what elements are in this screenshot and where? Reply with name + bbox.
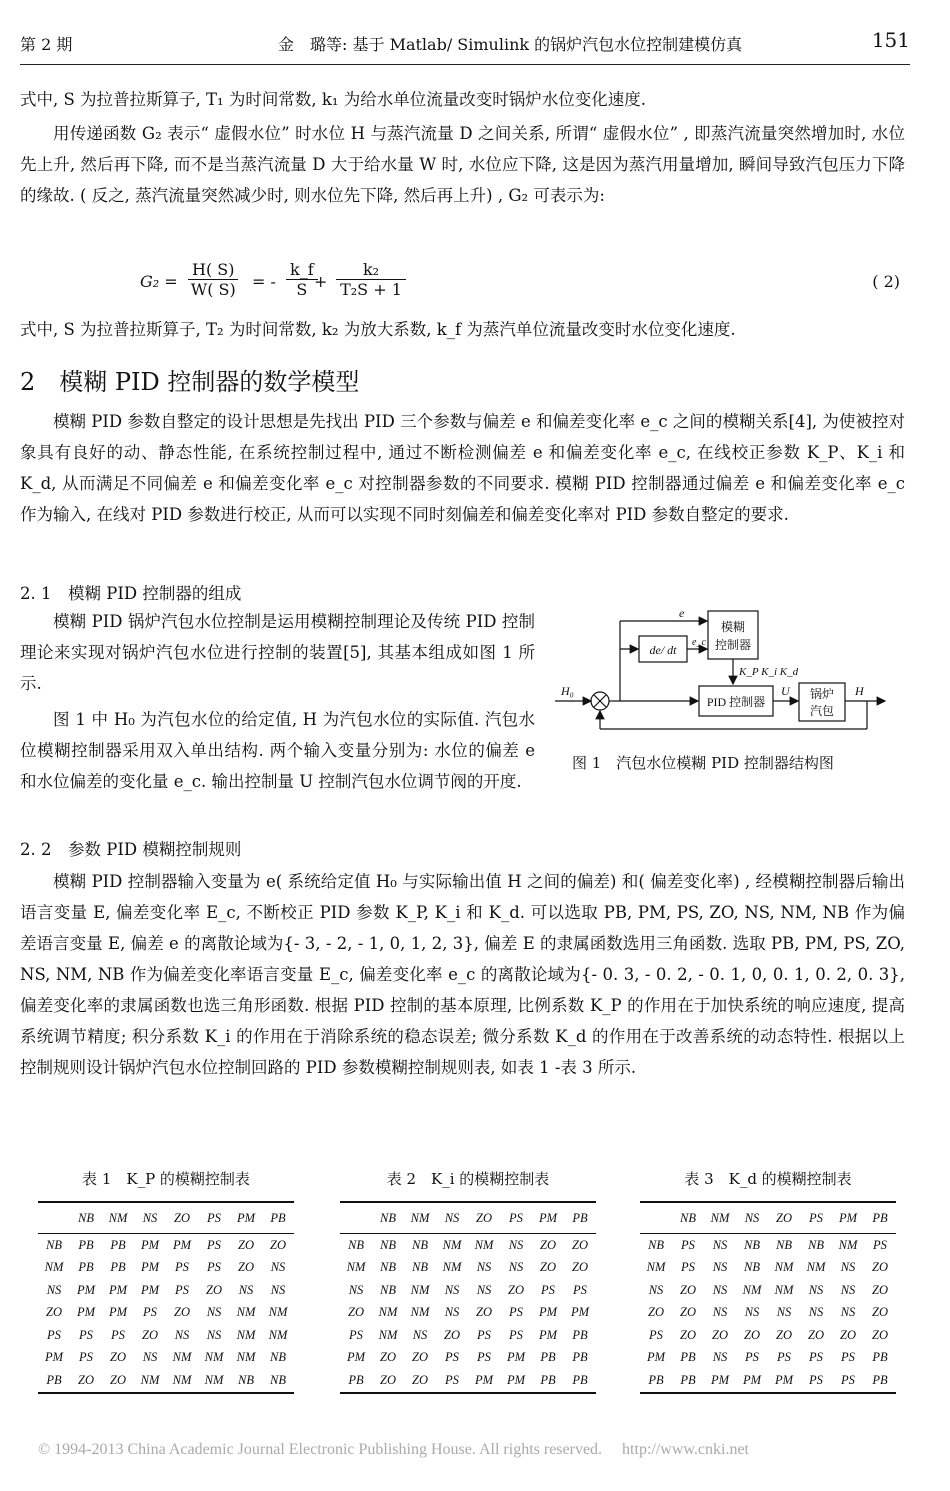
table-cell: NB [380, 1237, 396, 1252]
table-header-cell [38, 1202, 70, 1234]
table-cell: NS [206, 1305, 222, 1320]
table-cell: PS [873, 1237, 887, 1252]
table-row [340, 1347, 596, 1370]
table-row-label: NB [46, 1237, 62, 1252]
table-cell: NB [744, 1260, 760, 1275]
table-row-label: NM [346, 1260, 366, 1275]
table-header-cell: PS [207, 1210, 221, 1225]
table-cell: ZO [712, 1327, 728, 1342]
table-cell: PM [710, 1372, 730, 1387]
table-cell: NS [270, 1260, 286, 1275]
table-cell: PM [140, 1237, 160, 1252]
table-cell: PB [872, 1350, 888, 1365]
table-row-label: NB [648, 1237, 664, 1252]
table-cell: PS [445, 1372, 459, 1387]
table-cell: PB [540, 1350, 556, 1365]
table-cell: ZO [572, 1260, 588, 1275]
label-e: e [679, 606, 685, 620]
table-row [340, 1257, 596, 1280]
table-cell: NM [774, 1282, 794, 1297]
table-row-label: PB [648, 1372, 664, 1387]
table-cell: PM [76, 1282, 96, 1297]
table-header-cell: NM [410, 1210, 430, 1225]
table-cell: NS [444, 1305, 460, 1320]
table-row-label: ZO [46, 1305, 62, 1320]
table-2-caption: 表 2 K_i 的模糊控制表 [386, 1170, 550, 1188]
table-cell: ZO [110, 1350, 126, 1365]
label-dedt: de/ dt [649, 643, 677, 657]
table-cell: NS [206, 1327, 222, 1342]
table-cell: ZO [412, 1372, 428, 1387]
table-cell: PS [809, 1372, 823, 1387]
table-cell: PS [745, 1350, 759, 1365]
equation-2 [140, 258, 900, 306]
table-row [640, 1347, 896, 1370]
table-row-label: NM [646, 1260, 666, 1275]
table-row [38, 1257, 294, 1280]
table-cell: NB [412, 1237, 428, 1252]
table-row [340, 1369, 596, 1393]
table-header-cell: PS [509, 1210, 523, 1225]
label-kpkikd: K_P K_i K_d [739, 666, 799, 678]
table-cell: NB [744, 1237, 760, 1252]
table-cell: PS [477, 1350, 491, 1365]
table-cell: PM [506, 1372, 526, 1387]
table-cell: ZO [680, 1305, 696, 1320]
table-cell: ZO [776, 1327, 792, 1342]
table-cell: NM [236, 1327, 256, 1342]
table-cell: ZO [680, 1282, 696, 1297]
table-cell: NB [412, 1260, 428, 1275]
table-row [640, 1369, 896, 1393]
table-cell: PM [538, 1305, 558, 1320]
issue-number: 第 2 期 [20, 35, 73, 54]
table-cell: PM [538, 1327, 558, 1342]
table-cell: NS [712, 1260, 728, 1275]
table-header-cell: PM [538, 1210, 558, 1225]
table-cell: PM [172, 1237, 192, 1252]
table-cell: NS [476, 1282, 492, 1297]
table-row-label: NS [348, 1282, 364, 1297]
table-cell: PS [509, 1327, 523, 1342]
table-row-label: PB [348, 1372, 364, 1387]
table-cell: NS [744, 1305, 760, 1320]
table-cell: ZO [174, 1305, 190, 1320]
table-header-cell: NB [680, 1210, 696, 1225]
table-cell: PB [680, 1350, 696, 1365]
equation-number: ( 2) [872, 272, 900, 291]
table-cell: NM [474, 1237, 494, 1252]
table-row-label: PM [346, 1350, 366, 1365]
table-cell: PS [509, 1305, 523, 1320]
table-cell: NM [204, 1372, 224, 1387]
table-row [38, 1369, 294, 1393]
eq-mid: = - [252, 272, 276, 291]
table-cell: NS [808, 1305, 824, 1320]
table-row [38, 1347, 294, 1370]
table-cell: ZO [508, 1282, 524, 1297]
paragraph-4: 模糊 PID 参数自整定的设计思想是先找出 PID 三个参数与偏差 e 和偏差变化率 e_c 之间的模糊关系[4], 为使被控对象具有良好的动、静态性能, 在系统控制过程中, 通过不断检测偏差 e 和偏差变化率 e_c, 在线校正参数 K_P、K_i 和 K_d, 从而满足不同偏差 e 和偏差变化率 e_c 对控制器参数的不同要求. 模糊 PID 控制器通过偏差 e 和偏差变化率 e_c 作为输入, 在线对 PID 参数进行校正, 从而可以实现不同时刻偏差和偏差变化率对 PID 参数自整定的要求. [20, 412, 905, 524]
table-cell: NB [380, 1282, 396, 1297]
table-row-label: PS [349, 1327, 363, 1342]
table-cell: NS [840, 1282, 856, 1297]
table-cell: NM [236, 1305, 256, 1320]
table-cell: ZO [110, 1372, 126, 1387]
table-cell: PS [79, 1350, 93, 1365]
table-3-caption: 表 3 K_d 的模糊控制表 [684, 1170, 852, 1188]
page-number: 151 [871, 28, 910, 52]
table-cell: NB [380, 1260, 396, 1275]
table-3 [640, 1168, 896, 1394]
table-cell: NB [270, 1372, 286, 1387]
table-cell: ZO [238, 1237, 254, 1252]
table-header-cell: PB [270, 1210, 286, 1225]
label-u: U [781, 684, 790, 698]
table-cell: PB [110, 1260, 126, 1275]
table-header-row [38, 1202, 294, 1234]
table-2 [340, 1168, 596, 1394]
label-boiler-1: 锅炉 [809, 687, 835, 701]
table-header-cell: ZO [776, 1210, 792, 1225]
table-cell: PS [777, 1350, 791, 1365]
table-cell: ZO [444, 1327, 460, 1342]
table-header-cell [640, 1202, 672, 1234]
table-row-label: PS [649, 1327, 663, 1342]
table-1-grid [38, 1201, 294, 1394]
table-row-label: PB [46, 1372, 62, 1387]
subsection-heading-2-2: 2. 2 参数 PID 模糊控制规则 [20, 840, 242, 859]
table-header-cell: NM [710, 1210, 730, 1225]
table-header-cell: NS [444, 1210, 460, 1225]
table-cell: NS [712, 1237, 728, 1252]
table-row-label: PM [44, 1350, 64, 1365]
section-heading-2: 2 模糊 PID 控制器的数学模型 [20, 368, 360, 396]
label-h0: H₀ [561, 684, 574, 698]
eq-num-2: k_f [286, 260, 318, 280]
table-cell: PB [540, 1372, 556, 1387]
table-cell: PB [110, 1237, 126, 1252]
table-row-label: NS [46, 1282, 62, 1297]
table-cell: PM [76, 1305, 96, 1320]
eq-den-1: W( S) [190, 280, 236, 299]
eq-frac-3 [336, 260, 406, 299]
table-header-cell: NS [744, 1210, 760, 1225]
table-cell: NS [808, 1282, 824, 1297]
table-cell: PM [140, 1282, 160, 1297]
label-boiler-2: 汽包 [809, 704, 835, 718]
table-cell: NM [410, 1305, 430, 1320]
running-header [20, 22, 910, 62]
table-cell: PS [445, 1350, 459, 1365]
table-cell: NM [774, 1260, 794, 1275]
eq-frac-1 [188, 260, 238, 299]
paragraph-3: 式中, S 为拉普拉斯算子, T₂ 为时间常数, k₂ 为放大系数, k_f 为蒸汽单位流量改变时水位变化速度. [20, 320, 736, 339]
table-cell: ZO [78, 1372, 94, 1387]
table-cell: NS [776, 1305, 792, 1320]
table-cell: PS [207, 1237, 221, 1252]
table-cell: NM [268, 1305, 288, 1320]
table-cell: ZO [540, 1260, 556, 1275]
table-cell: PS [681, 1237, 695, 1252]
table-cell: ZO [412, 1350, 428, 1365]
table-cell: ZO [872, 1260, 888, 1275]
eq-den-2: S [296, 280, 308, 299]
table-cell: PB [78, 1237, 94, 1252]
table-cell: ZO [840, 1327, 856, 1342]
table-cell: PB [78, 1260, 94, 1275]
table-row-label: NS [648, 1282, 664, 1297]
table-cell: PS [111, 1327, 125, 1342]
table-cell: PS [143, 1305, 157, 1320]
table-cell: NM [442, 1260, 462, 1275]
table-cell: ZO [744, 1327, 760, 1342]
table-cell: NM [140, 1372, 160, 1387]
paragraph-5: 模糊 PID 锅炉汽包水位控制是运用模糊控制理论及传统 PID 控制理论来实现对锅炉汽包水位进行控制的装置[5], 其基本组成如图 1 所示. [20, 612, 535, 693]
table-row-label: PS [47, 1327, 61, 1342]
table-1 [38, 1168, 294, 1394]
table-cell: ZO [142, 1327, 158, 1342]
table-row [38, 1324, 294, 1347]
table-cell: NS [142, 1350, 158, 1365]
label-ec: e_c [692, 637, 706, 648]
table-cell: PS [541, 1282, 555, 1297]
table-1-caption: 表 1 K_P 的模糊控制表 [82, 1170, 250, 1188]
table-cell: ZO [872, 1282, 888, 1297]
paragraph-7: 模糊 PID 控制器输入变量为 e( 系统给定值 H₀ 与实际输出值 H 之间的偏差) 和( 偏差变化率) , 经模糊控制器后输出语言变量 E, 偏差变化率 E_c, 不断校正 PID 参数 K_P, K_i 和 K_d. 可以选取 PB, PM, PS, ZO, NS, NM, NB 作为偏差语言变量 E, 偏差 e 的离散论域为{- 3, - 2, - 1, 0, 1, 2, 3}, 偏差 E 的隶属函数选用三角函数. 选取 PB, PM, PS, ZO, NS, NM, NB 作为偏差变化率语言变量 E_c, 偏差变化率 e_c 的离散论域为{- 0. 3, - 0. 2, - 0. 1, 0, 0. 1, 0. 2, 0. 3}, 偏差变化率的隶属函数也选三角形函数. 根据 PID 控制的基本原理, 比例系数 K_P 的作用在于加快系统的响应速度, 提高系统调节精度; 积分系数 K_i 的作用在于消除系统的稳态误差; 微分系数 K_d 的作用在于改善系统的动态特性. 根据以上控制规则设计锅炉汽包水位控制回路的 PID 参数模糊控制规则表, 如表 1 -表 3 所示. [20, 872, 905, 1077]
running-title: 金 璐等: 基于 Matlab/ Simulink 的锅炉汽包水位控制建模仿真 [278, 35, 743, 54]
table-header-cell: ZO [174, 1210, 190, 1225]
table-cell: NM [204, 1350, 224, 1365]
table-cell: PS [175, 1260, 189, 1275]
table-cell: NS [476, 1260, 492, 1275]
table-cell: PS [841, 1372, 855, 1387]
table-cell: NM [172, 1372, 192, 1387]
table-header-cell: NM [108, 1210, 128, 1225]
table-cell: NS [712, 1350, 728, 1365]
table-row [38, 1234, 294, 1257]
table-cell: NB [808, 1237, 824, 1252]
table-cell: ZO [872, 1305, 888, 1320]
table-cell: ZO [380, 1372, 396, 1387]
table-cell: PM [474, 1372, 494, 1387]
table-3-grid [640, 1201, 896, 1394]
table-row [340, 1302, 596, 1325]
eq-plus: + [314, 272, 328, 291]
subsection-heading-2-1: 2. 1 模糊 PID 控制器的组成 [20, 584, 242, 603]
table-cell: NM [410, 1282, 430, 1297]
table-cell: ZO [872, 1327, 888, 1342]
table-cell: NM [172, 1350, 192, 1365]
table-cell: PM [774, 1372, 794, 1387]
table-header-cell: PM [838, 1210, 858, 1225]
table-row [640, 1257, 896, 1280]
table-2-grid [340, 1201, 596, 1394]
table-cell: PS [681, 1260, 695, 1275]
table-cell: PB [872, 1372, 888, 1387]
eq-frac-2 [286, 260, 318, 299]
table-cell: ZO [270, 1237, 286, 1252]
table-cell: NM [806, 1260, 826, 1275]
paragraph-6: 图 1 中 H₀ 为汽包水位的给定值, H 为汽包水位的实际值. 汽包水位模糊控制器采用双入单出结构. 两个输入变量分别为: 水位的偏差 e 和水位偏差的变化量 e_c. 输出控制量 U 控制汽包水位调节阀的开度. [20, 710, 535, 791]
eq-num-1: H( S) [188, 260, 238, 280]
label-h: H [855, 684, 864, 698]
table-header-cell: PM [236, 1210, 256, 1225]
table-cell: ZO [476, 1305, 492, 1320]
table-cell: ZO [808, 1327, 824, 1342]
table-cell: NS [508, 1260, 524, 1275]
table-row [640, 1234, 896, 1257]
label-pid: PID 控制器 [706, 695, 766, 709]
eq-den-3: T₂S + 1 [340, 280, 402, 299]
table-row [640, 1302, 896, 1325]
table-cell: NS [444, 1282, 460, 1297]
table-cell: NB [776, 1237, 792, 1252]
table-cell: PB [572, 1327, 588, 1342]
table-cell: NS [412, 1327, 428, 1342]
table-cell: PM [570, 1305, 590, 1320]
table-cell: NM [442, 1237, 462, 1252]
table-header-cell: PB [872, 1210, 888, 1225]
table-cell: NS [238, 1282, 254, 1297]
table-cell: ZO [380, 1350, 396, 1365]
table-cell: NM [378, 1305, 398, 1320]
table-cell: NM [236, 1350, 256, 1365]
table-cell: NS [174, 1327, 190, 1342]
header-rule [20, 64, 910, 65]
table-cell: PM [140, 1260, 160, 1275]
label-fuzzy-1: 模糊 [720, 620, 746, 634]
table-cell: PS [841, 1350, 855, 1365]
paragraph-1: 式中, S 为拉普拉斯算子, T₁ 为时间常数, k₁ 为给水单位流量改变时锅炉水位变化速度. [20, 90, 646, 109]
eq-num-3: k₂ [336, 260, 406, 280]
table-row-label: PM [646, 1350, 666, 1365]
table-cell: NM [268, 1327, 288, 1342]
table-header-cell: NS [142, 1210, 158, 1225]
eq-lhs: G₂ = [140, 272, 178, 291]
table-row [340, 1324, 596, 1347]
table-row-label: ZO [348, 1305, 364, 1320]
table-cell: NS [270, 1282, 286, 1297]
paragraph-2: 用传递函数 G₂ 表示“ 虚假水位” 时水位 H 与蒸汽流量 D 之间关系, 所谓“ 虚假水位” , 即蒸汽流量突然增加时, 水位先上升, 然后再下降, 而不是当蒸汽流量 D 大于给水量 W 时, 水位应下降, 这是因为蒸汽用量增加, 瞬间导致汽包压力下降的缘故. ( 反之, 蒸汽流量突然减少时, 则水位先下降, 然后再上升) , G₂ 可表示为: [20, 124, 905, 205]
table-cell: PS [207, 1260, 221, 1275]
table-cell: PB [572, 1350, 588, 1365]
table-header-cell [340, 1202, 372, 1234]
table-header-cell: ZO [476, 1210, 492, 1225]
table-cell: PM [108, 1305, 128, 1320]
table-cell: NS [508, 1237, 524, 1252]
table-cell: NM [378, 1327, 398, 1342]
table-cell: NS [712, 1305, 728, 1320]
table-cell: PS [477, 1327, 491, 1342]
table-cell: ZO [572, 1237, 588, 1252]
table-row [640, 1279, 896, 1302]
table-header-cell: NB [380, 1210, 396, 1225]
table-row-label: NB [348, 1237, 364, 1252]
table-row [340, 1234, 596, 1257]
table-cell: PM [742, 1372, 762, 1387]
table-cell: NS [840, 1305, 856, 1320]
table-cell: PS [573, 1282, 587, 1297]
table-header-row [640, 1202, 896, 1234]
table-cell: PS [79, 1327, 93, 1342]
table-cell: PS [175, 1282, 189, 1297]
table-header-cell: NB [78, 1210, 94, 1225]
table-cell: PM [506, 1350, 526, 1365]
table-row [640, 1324, 896, 1347]
table-cell: NS [712, 1282, 728, 1297]
table-cell: NB [238, 1372, 254, 1387]
figure-1-diagram [555, 605, 895, 735]
table-cell: NM [742, 1282, 762, 1297]
table-header-row [340, 1202, 596, 1234]
table-header-cell: PB [572, 1210, 588, 1225]
table-cell: ZO [238, 1260, 254, 1275]
figure-1-caption: 图 1 汽包水位模糊 PID 控制器结构图 [572, 754, 834, 772]
table-header-cell: PS [809, 1210, 823, 1225]
copyright-footer: © 1994-2013 China Academic Journal Electronic Publishing House. All rights reserved. http://www.cnki.net [38, 1441, 749, 1458]
table-cell: PB [572, 1372, 588, 1387]
table-cell: NS [840, 1260, 856, 1275]
table-row-label: ZO [648, 1305, 664, 1320]
label-fuzzy-2: 控制器 [714, 638, 752, 652]
table-cell: NM [838, 1237, 858, 1252]
table-cell: ZO [680, 1327, 696, 1342]
table-cell: PM [108, 1282, 128, 1297]
table-cell: ZO [206, 1282, 222, 1297]
table-cell: ZO [540, 1237, 556, 1252]
table-cell: NB [270, 1350, 286, 1365]
table-row [340, 1279, 596, 1302]
table-cell: PB [680, 1372, 696, 1387]
table-cell: PS [809, 1350, 823, 1365]
table-row [38, 1279, 294, 1302]
table-row [38, 1302, 294, 1325]
table-row-label: NM [44, 1260, 64, 1275]
